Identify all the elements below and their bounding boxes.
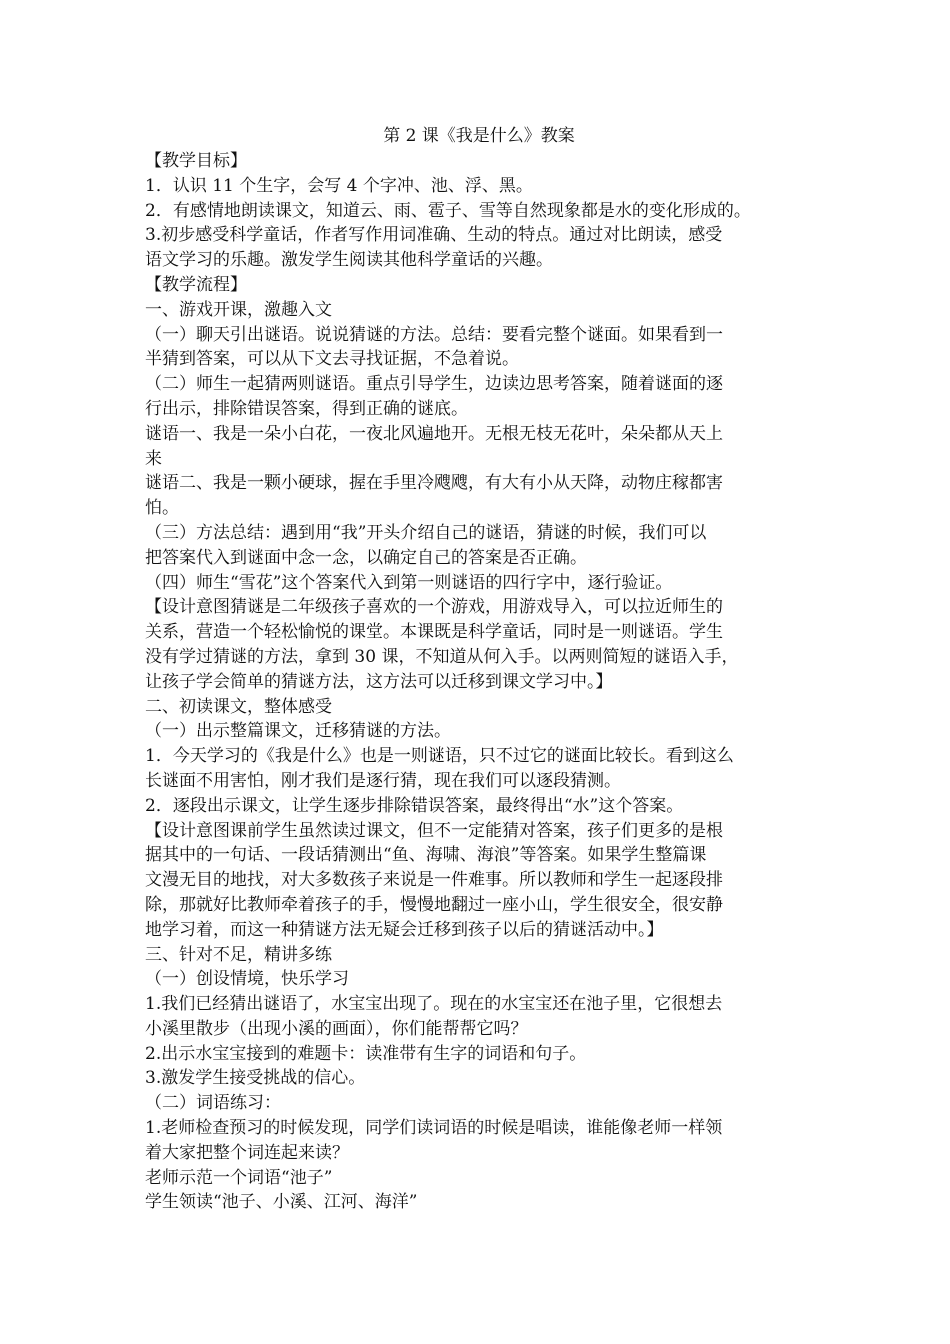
text-line: 1．今天学习的《我是什么》也是一则谜语，只不过它的谜面比较长。看到这么 xyxy=(145,746,734,767)
document-page xyxy=(145,124,813,1215)
text-line: （一）创设情境，快乐学习 xyxy=(145,969,349,990)
text-line: （二）词语练习： xyxy=(145,1093,281,1114)
document-body xyxy=(145,149,813,1215)
text-line: 三、针对不足，精讲多练 xyxy=(145,944,332,965)
text-line: 谜语一、我是一朵小白花，一夜北风遍地开。无根无枝无花叶，朵朵都从天上 xyxy=(145,423,723,444)
text-line: 2．有感情地朗读课文，知道云、雨、雹子、雪等自然现象都是水的变化形成的。 xyxy=(145,200,751,221)
text-line: 【设计意图猜谜是二年级孩子喜欢的一个游戏，用游戏导入，可以拉近师生的 xyxy=(145,597,723,618)
text-line: 小溪里散步（出现小溪的画面），你们能帮帮它吗？ xyxy=(145,1018,528,1039)
text-line: 【教学目标】 xyxy=(145,151,247,171)
text-line: 让孩子学会简单的猜谜方法，这方法可以迁移到课文学习中。】 xyxy=(145,671,613,692)
text-line: 2．逐段出示课文，让学生逐步排除错误答案，最终得出“水”这个答案。 xyxy=(145,795,684,816)
text-line: 半猜到答案，可以从下文去寻找证据，不急着说。 xyxy=(145,349,519,370)
text-line: 没有学过猜谜的方法，拿到 30 课，不知道从何入手。以两则简短的谜语入手， xyxy=(145,646,739,667)
text-line: 1.老师检查预习的时候发现，同学们读词语的时候是唱读，谁能像老师一样领 xyxy=(145,1118,723,1139)
text-line: 文漫无目的地找，对大多数孩子来说是一件难事。所以教师和学生一起逐段排 xyxy=(145,870,723,891)
text-line: 除，那就好比教师牵着孩子的手，慢慢地翻过一座小山，学生很安全，很安静 xyxy=(145,894,723,915)
text-line: （三）方法总结：遇到用“我”开头介绍自己的谜语，猜谜的时候，我们可以 xyxy=(145,522,707,543)
text-line: 关系，营造一个轻松愉悦的课堂。本课既是科学童话，同时是一则谜语。学生 xyxy=(145,622,723,643)
text-line: （一）出示整篇课文，迁移猜谜的方法。 xyxy=(145,721,451,742)
text-line: 据其中的一句话、一段话猜测出“鱼、海啸、海浪”等答案。如果学生整篇课 xyxy=(145,845,707,866)
text-line: 【设计意图课前学生虽然读过课文，但不一定能猜对答案，孩子们更多的是根 xyxy=(145,820,723,841)
text-line: 老师示范一个词语“池子” xyxy=(145,1167,333,1188)
text-line: 怕。 xyxy=(145,498,179,519)
text-line: 1．认识 11 个生字，会写 4 个字冲、池、浮、黑。 xyxy=(145,175,533,196)
text-line: （二）师生一起猜两则谜语。重点引导学生，边读边思考答案，随着谜面的逐 xyxy=(145,374,723,395)
text-line: 地学习着，而这一种猜谜方法无疑会迁移到孩子以后的猜谜活动中。】 xyxy=(145,919,664,940)
text-line: （四）师生“雪花”这个答案代入到第一则谜语的四行字中，逐行验证。 xyxy=(145,572,673,593)
text-line: 3.激发学生接受挑战的信心。 xyxy=(145,1068,366,1089)
text-line: 1.我们已经猜出谜语了，水宝宝出现了。现在的水宝宝还在池子里，它很想去 xyxy=(145,994,723,1015)
text-line: 行出示，排除错误答案，得到正确的谜底。 xyxy=(145,398,468,419)
text-line: 3.初步感受科学童话，作者写作用词准确、生动的特点。通过对比朗读，感受 xyxy=(145,225,723,246)
document-title: 第 2 课《我是什么》教案 xyxy=(383,126,575,146)
text-line: 学生领读“池子、小溪、江河、海洋” xyxy=(145,1192,418,1213)
text-line: 谜语二、我是一颗小硬球，握在手里冷飕飕，有大有小从天降，动物庄稼都害 xyxy=(145,473,723,494)
text-line: 语文学习的乐趣。激发学生阅读其他科学童话的兴趣。 xyxy=(145,250,553,271)
text-line: 【教学流程】 xyxy=(145,274,247,295)
text-line: 把答案代入到谜面中念一念，以确定自己的答案是否正确。 xyxy=(145,547,587,568)
text-line: 一、游戏开课，激趣入文 xyxy=(145,299,332,320)
text-line: （一）聊天引出谜语。说说猜谜的方法。总结：要看完整个谜面。如果看到一 xyxy=(145,324,723,345)
text-line: 来 xyxy=(145,448,162,469)
text-line: 长谜面不用害怕，刚才我们是逐行猜，现在我们可以逐段猜测。 xyxy=(145,770,621,791)
text-line: 着大家把整个词连起来读？ xyxy=(145,1142,349,1163)
text-line: 二、初读课文，整体感受 xyxy=(145,696,332,717)
text-line: 2.出示水宝宝接到的难题卡：读准带有生字的词语和句子。 xyxy=(145,1043,587,1064)
